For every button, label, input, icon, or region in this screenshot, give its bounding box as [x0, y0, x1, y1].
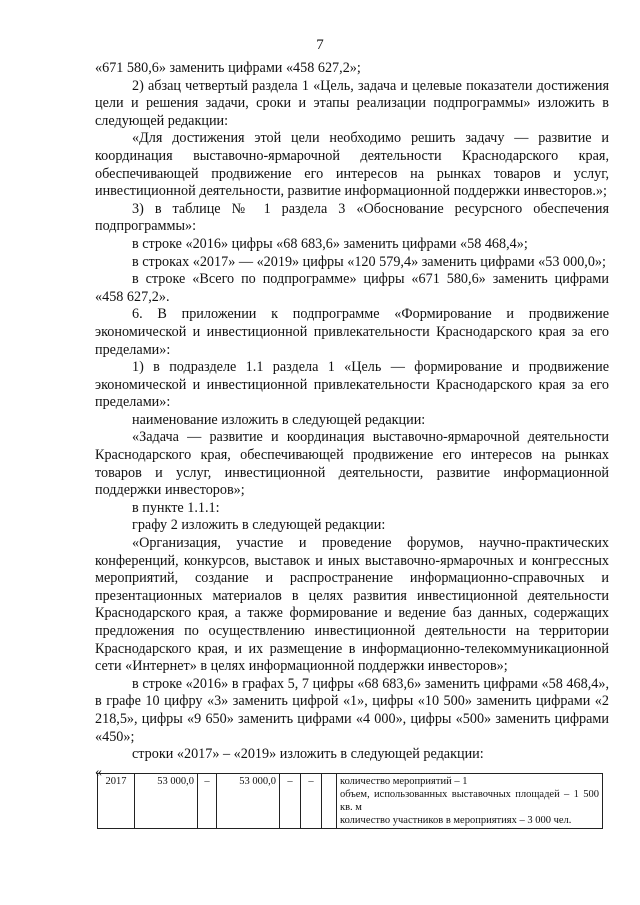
paragraph: «Для достижения этой цели необходимо решить задачу — развитие и координация выставочно-ярмарочной деятельности Краснодарского края, обеспечивающей продвижение его интересов на рынках товаров и услуг, инвестиционной деятельности, развитие информационной поддержки инвесторов.»;: [95, 130, 609, 200]
table-row: [98, 774, 603, 829]
cell-dash: –: [280, 774, 301, 829]
paragraph: в пункте 1.1.1:: [132, 499, 220, 516]
paragraph: в строке «Всего по подпрограмме» цифры «671 580,6» заменить цифрами «458 627,2».: [95, 271, 609, 305]
paragraph: в строках «2017» — «2019» цифры «120 579,4» заменить цифрами «53 000,0»;: [132, 253, 606, 270]
paragraph: графу 2 изложить в следующей редакции:: [132, 517, 386, 534]
paragraph: 6. В приложении к подпрограмме «Формирование и продвижение экономической и инвестиционной привлекательности Краснодарского края за его пределами»:: [95, 306, 609, 358]
paragraph: строки «2017» – «2019» изложить в следующей редакции:: [132, 746, 484, 763]
page-number: 7: [316, 37, 324, 53]
cell-indicators: [337, 774, 603, 829]
paragraph: в строке «2016» в графах 5, 7 цифры «68 683,6» заменить цифрами «58 468,4», в графе 10 цифру «3» заменить цифрой «1», цифры «10 500» заменить цифрами «2 218,5», цифры «9 650» заменить цифрами «4 000», цифры «500» заменить цифрами «450»;: [95, 675, 609, 745]
indicator-line: количество участников в мероприятиях – 3 000 чел.: [340, 815, 572, 826]
cell-total: 53 000,0: [135, 774, 198, 829]
indicator-line: количество мероприятий – 1: [340, 776, 468, 787]
paragraph: «Задача — развитие и координация выставочно-ярмарочной деятельности Краснодарского края, обеспечивающей продвижение его интересов на рынках товаров и услуг, инвестиционной деятельности, развитие информационной поддержки инвесторов»;: [95, 429, 609, 499]
paragraph: 1) в подразделе 1.1 раздела 1 «Цель — формирование и продвижение экономической и инвестиционной привлекательности Краснодарского края за его пределами»:: [95, 359, 609, 411]
table-row-2017: [97, 773, 603, 829]
cell-regional: 53 000,0: [217, 774, 280, 829]
cell-empty: [322, 774, 337, 829]
cell-dash: –: [301, 774, 322, 829]
document-body: [95, 60, 609, 781]
cell-dash: –: [198, 774, 217, 829]
cell-year: 2017: [98, 774, 135, 829]
paragraph: 2) абзац четвертый раздела 1 «Цель, задача и целевые показатели достижения цели и решения задачи, сроки и этапы реализации подпрограммы» изложить в следующей редакции:: [95, 77, 609, 129]
paragraph: «Организация, участие и проведение форумов, научно-практических конференций, конкурсов, выставок и иных выставочно-ярмарочных и конгрессных мероприятий, создание и распространение информационно-справочных и презентационных материалов в целях развития инвестиционной деятельности Краснодарского края, а также формирование и ведение баз данных, содержащих предложения по осуществлению инвестиционной деятельности на территории Краснодарского края, и их размещение в информационно-телекоммуникационной сети «Интернет» в целях информационной поддержки инвесторов»;: [95, 535, 609, 675]
paragraph: в строке «2016» цифры «68 683,6» заменить цифрами «58 468,4»;: [132, 235, 528, 252]
paragraph: «671 580,6» заменить цифрами «458 627,2»;: [95, 60, 361, 76]
indicator-line: объем, использованных выставочных площадей – 1 500 кв. м: [340, 789, 599, 813]
paragraph: 3) в таблице № 1 раздела 3 «Обоснование ресурсного обеспечения подпрограммы»:: [95, 200, 609, 235]
opening-quote-mark: «: [95, 764, 102, 780]
paragraph: наименование изложить в следующей редакции:: [132, 411, 426, 428]
